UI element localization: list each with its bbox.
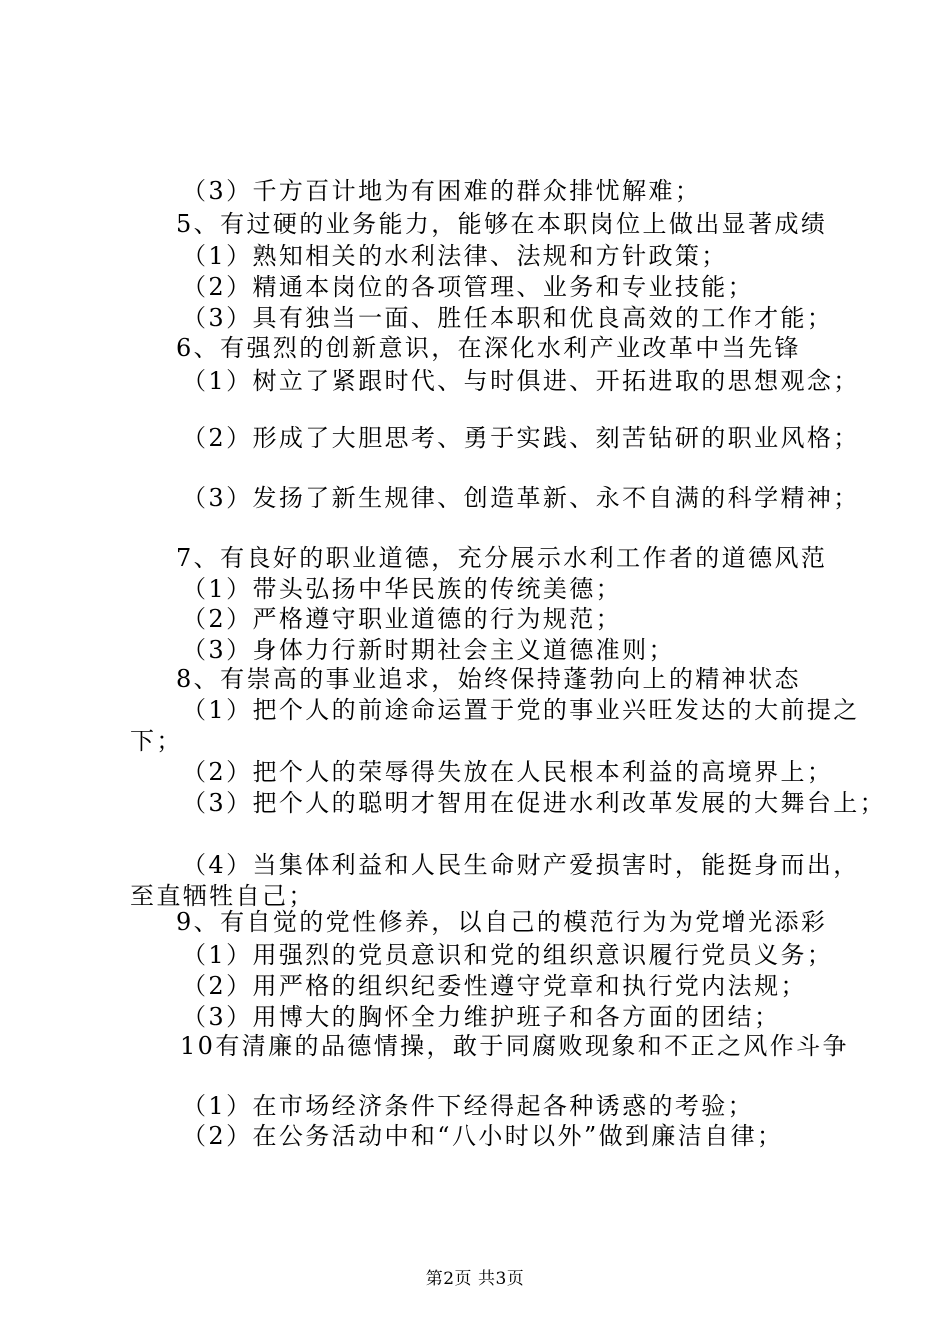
page-number-footer: 第2页 共3页: [425, 1269, 525, 1289]
text-line: （2）形成了大胆思考、勇于实践、刻苦钻研的职业风格；: [182, 424, 860, 452]
section-heading: 5、有过硬的业务能力，能够在本职岗位上做出显著成绩: [176, 210, 828, 238]
text-line: （3）身体力行新时期社会主义道德准则；: [182, 636, 675, 664]
text-line: （2）把个人的荣辱得失放在人民根本利益的高境界上；: [182, 758, 834, 786]
text-line: （2）严格遵守职业道德的行为规范；: [182, 605, 623, 633]
section-heading: 6、有强烈的创新意识，在深化水利产业改革中当先锋: [176, 334, 801, 362]
section-heading: 9、有自觉的党性修养，以自己的模范行为为党增光添彩: [176, 908, 828, 936]
text-line: （2）用严格的组织纪委性遵守党章和执行党内法规；: [182, 972, 807, 1000]
text-line: （3）具有独当一面、胜任本职和优良高效的工作才能；: [182, 304, 834, 332]
section-heading: 8、有崇高的事业追求，始终保持蓬勃向上的精神状态: [176, 665, 801, 693]
text-line: （4）当集体利益和人民生命财产爱损害时，能挺身而出，: [182, 851, 860, 879]
text-line: （3）千方百计地为有困难的群众排忧解难；: [182, 177, 702, 205]
text-line: （1）在市场经济条件下经得起各种诱惑的考验；: [182, 1092, 755, 1120]
text-line: （2）精通本岗位的各项管理、业务和专业技能；: [182, 273, 755, 301]
text-line: （1）树立了紧跟时代、与时俱进、开拓进取的思想观念；: [182, 367, 860, 395]
text-line: （1）带头弘扬中华民族的传统美德；: [182, 575, 623, 603]
text-line: 至直牺牲自己；: [130, 882, 315, 910]
section-heading: 7、有良好的职业道德，充分展示水利工作者的道德风范: [176, 544, 828, 572]
section-heading: 10有清廉的品德情操，敢于同腐败现象和不正之风作斗争: [180, 1032, 849, 1060]
text-line: 下；: [130, 727, 183, 755]
text-line: （1）用强烈的党员意识和党的组织意识履行党员义务；: [182, 941, 834, 969]
text-line: （3）用博大的胸怀全力维护班子和各方面的团结；: [182, 1003, 781, 1031]
text-line: （1）把个人的前途命运置于党的事业兴旺发达的大前提之: [182, 696, 860, 724]
text-line: （1）熟知相关的水利法律、法规和方针政策；: [182, 242, 728, 270]
text-line: （2）在公务活动中和“八小时以外”做到廉洁自律；: [182, 1122, 784, 1150]
text-line: （3）发扬了新生规律、创造革新、永不自满的科学精神；: [182, 484, 860, 512]
text-line: （3）把个人的聪明才智用在促进水利改革发展的大舞台上；: [182, 789, 887, 817]
